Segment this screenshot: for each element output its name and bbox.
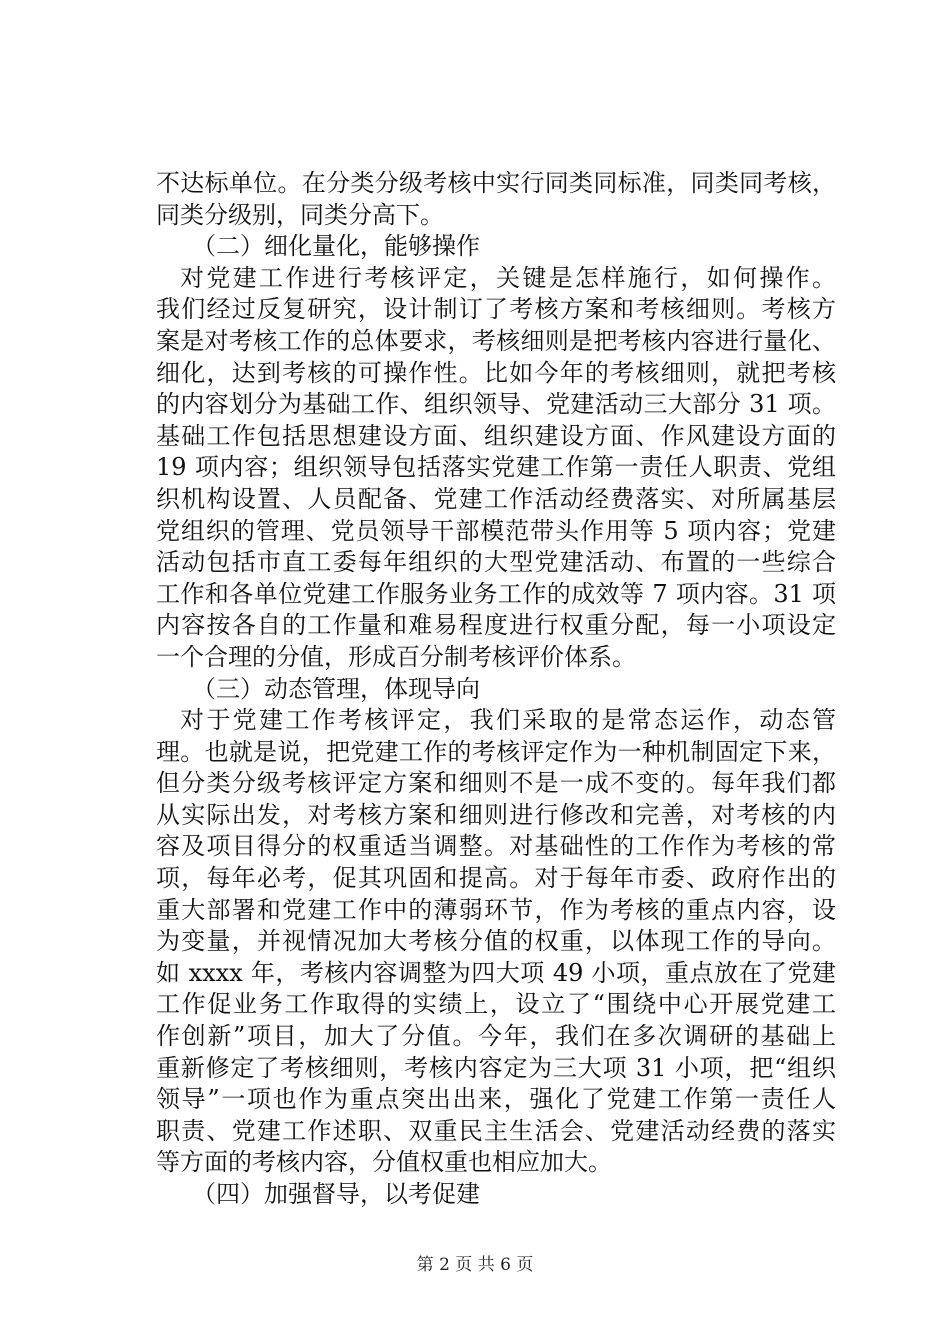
text-line: 不达标单位。在分类分级考核中实行同类同标准，同类同考核，: [156, 169, 836, 197]
text-line: 一个合理的分值，形成百分制考核评价体系。: [156, 642, 636, 671]
text-line: 案是对考核工作的总体要求，考核细则是把考核内容进行量化、: [156, 326, 836, 355]
page-footer: 第 2 页 共 6 页: [416, 1255, 534, 1275]
text-line: 职责、党建工作述职、双重民主生活会、党建活动经费的落实: [156, 1116, 836, 1145]
text-line: 活动包括市直工委每年组织的大型党建活动、布置的一些综合: [156, 548, 836, 577]
text-line: 如 xxxx 年，考核内容调整为四大项 49 小项，重点放在了党建: [156, 958, 836, 987]
text-line: 同类分级别，同类分高下。: [156, 200, 444, 229]
text-line: 工作促业务工作取得的实绩上，设立了“围绕中心开展党建工: [156, 990, 836, 1019]
text-line: 重大部署和党建工作中的薄弱环节，作为考核的重点内容，设: [156, 895, 836, 924]
text-line: 基础工作包括思想建设方面、组织建设方面、作风建设方面的: [156, 421, 836, 450]
section-heading: （四）加强督导，以考促建: [192, 1180, 480, 1208]
text-line: 项，每年必考，促其巩固和提高。对于每年市委、政府作出的: [156, 864, 836, 893]
section-heading: （二）细化量化，能够操作: [192, 232, 480, 261]
text-line: 理。也就是说，把党建工作的考核评定作为一种机制固定下来，: [156, 737, 836, 766]
text-line: 作创新”项目，加大了分值。今年，我们在多次调研的基础上: [156, 1022, 836, 1051]
text-line: 对党建工作进行考核评定，关键是怎样施行，如何操作。: [180, 263, 836, 292]
text-line: 工作和各单位党建工作服务业务工作的成效等 7 项内容。31 项: [156, 579, 836, 608]
text-line: 的内容划分为基础工作、组织领导、党建活动三大部分 31 项。: [156, 390, 836, 419]
document-body: [156, 168, 836, 1211]
section-heading: （三）动态管理，体现导向: [192, 674, 480, 703]
text-line: 19 项内容；组织领导包括落实党建工作第一责任人职责、党组: [156, 453, 836, 482]
text-line: 为变量，并视情况加大考核分值的权重，以体现工作的导向。: [156, 927, 836, 956]
text-line: 但分类分级考核评定方案和细则不是一成不变的。每年我们都: [156, 769, 836, 798]
text-line: 领导”一项也作为重点突出出来，强化了党建工作第一责任人: [156, 1085, 836, 1114]
text-line: 内容按各自的工作量和难易程度进行权重分配，每一小项设定: [156, 611, 836, 640]
text-line: 对于党建工作考核评定，我们采取的是常态运作，动态管: [180, 706, 836, 735]
text-line: 细化，达到考核的可操作性。比如今年的考核细则，就把考核: [156, 358, 836, 387]
text-line: 等方面的考核内容，分值权重也相应加大。: [156, 1148, 612, 1177]
text-line: 织机构设置、人员配备、党建工作活动经费落实、对所属基层: [156, 484, 836, 513]
text-line: 党组织的管理、党员领导干部模范带头作用等 5 项内容；党建: [156, 516, 836, 545]
text-line: 容及项目得分的权重适当调整。对基础性的工作作为考核的常: [156, 832, 836, 861]
text-line: 重新修定了考核细则，考核内容定为三大项 31 小项，把“组织: [156, 1053, 836, 1082]
text-line: 我们经过反复研究，设计制订了考核方案和考核细则。考核方: [156, 295, 836, 324]
text-line: 从实际出发，对考核方案和细则进行修改和完善，对考核的内: [156, 800, 836, 829]
